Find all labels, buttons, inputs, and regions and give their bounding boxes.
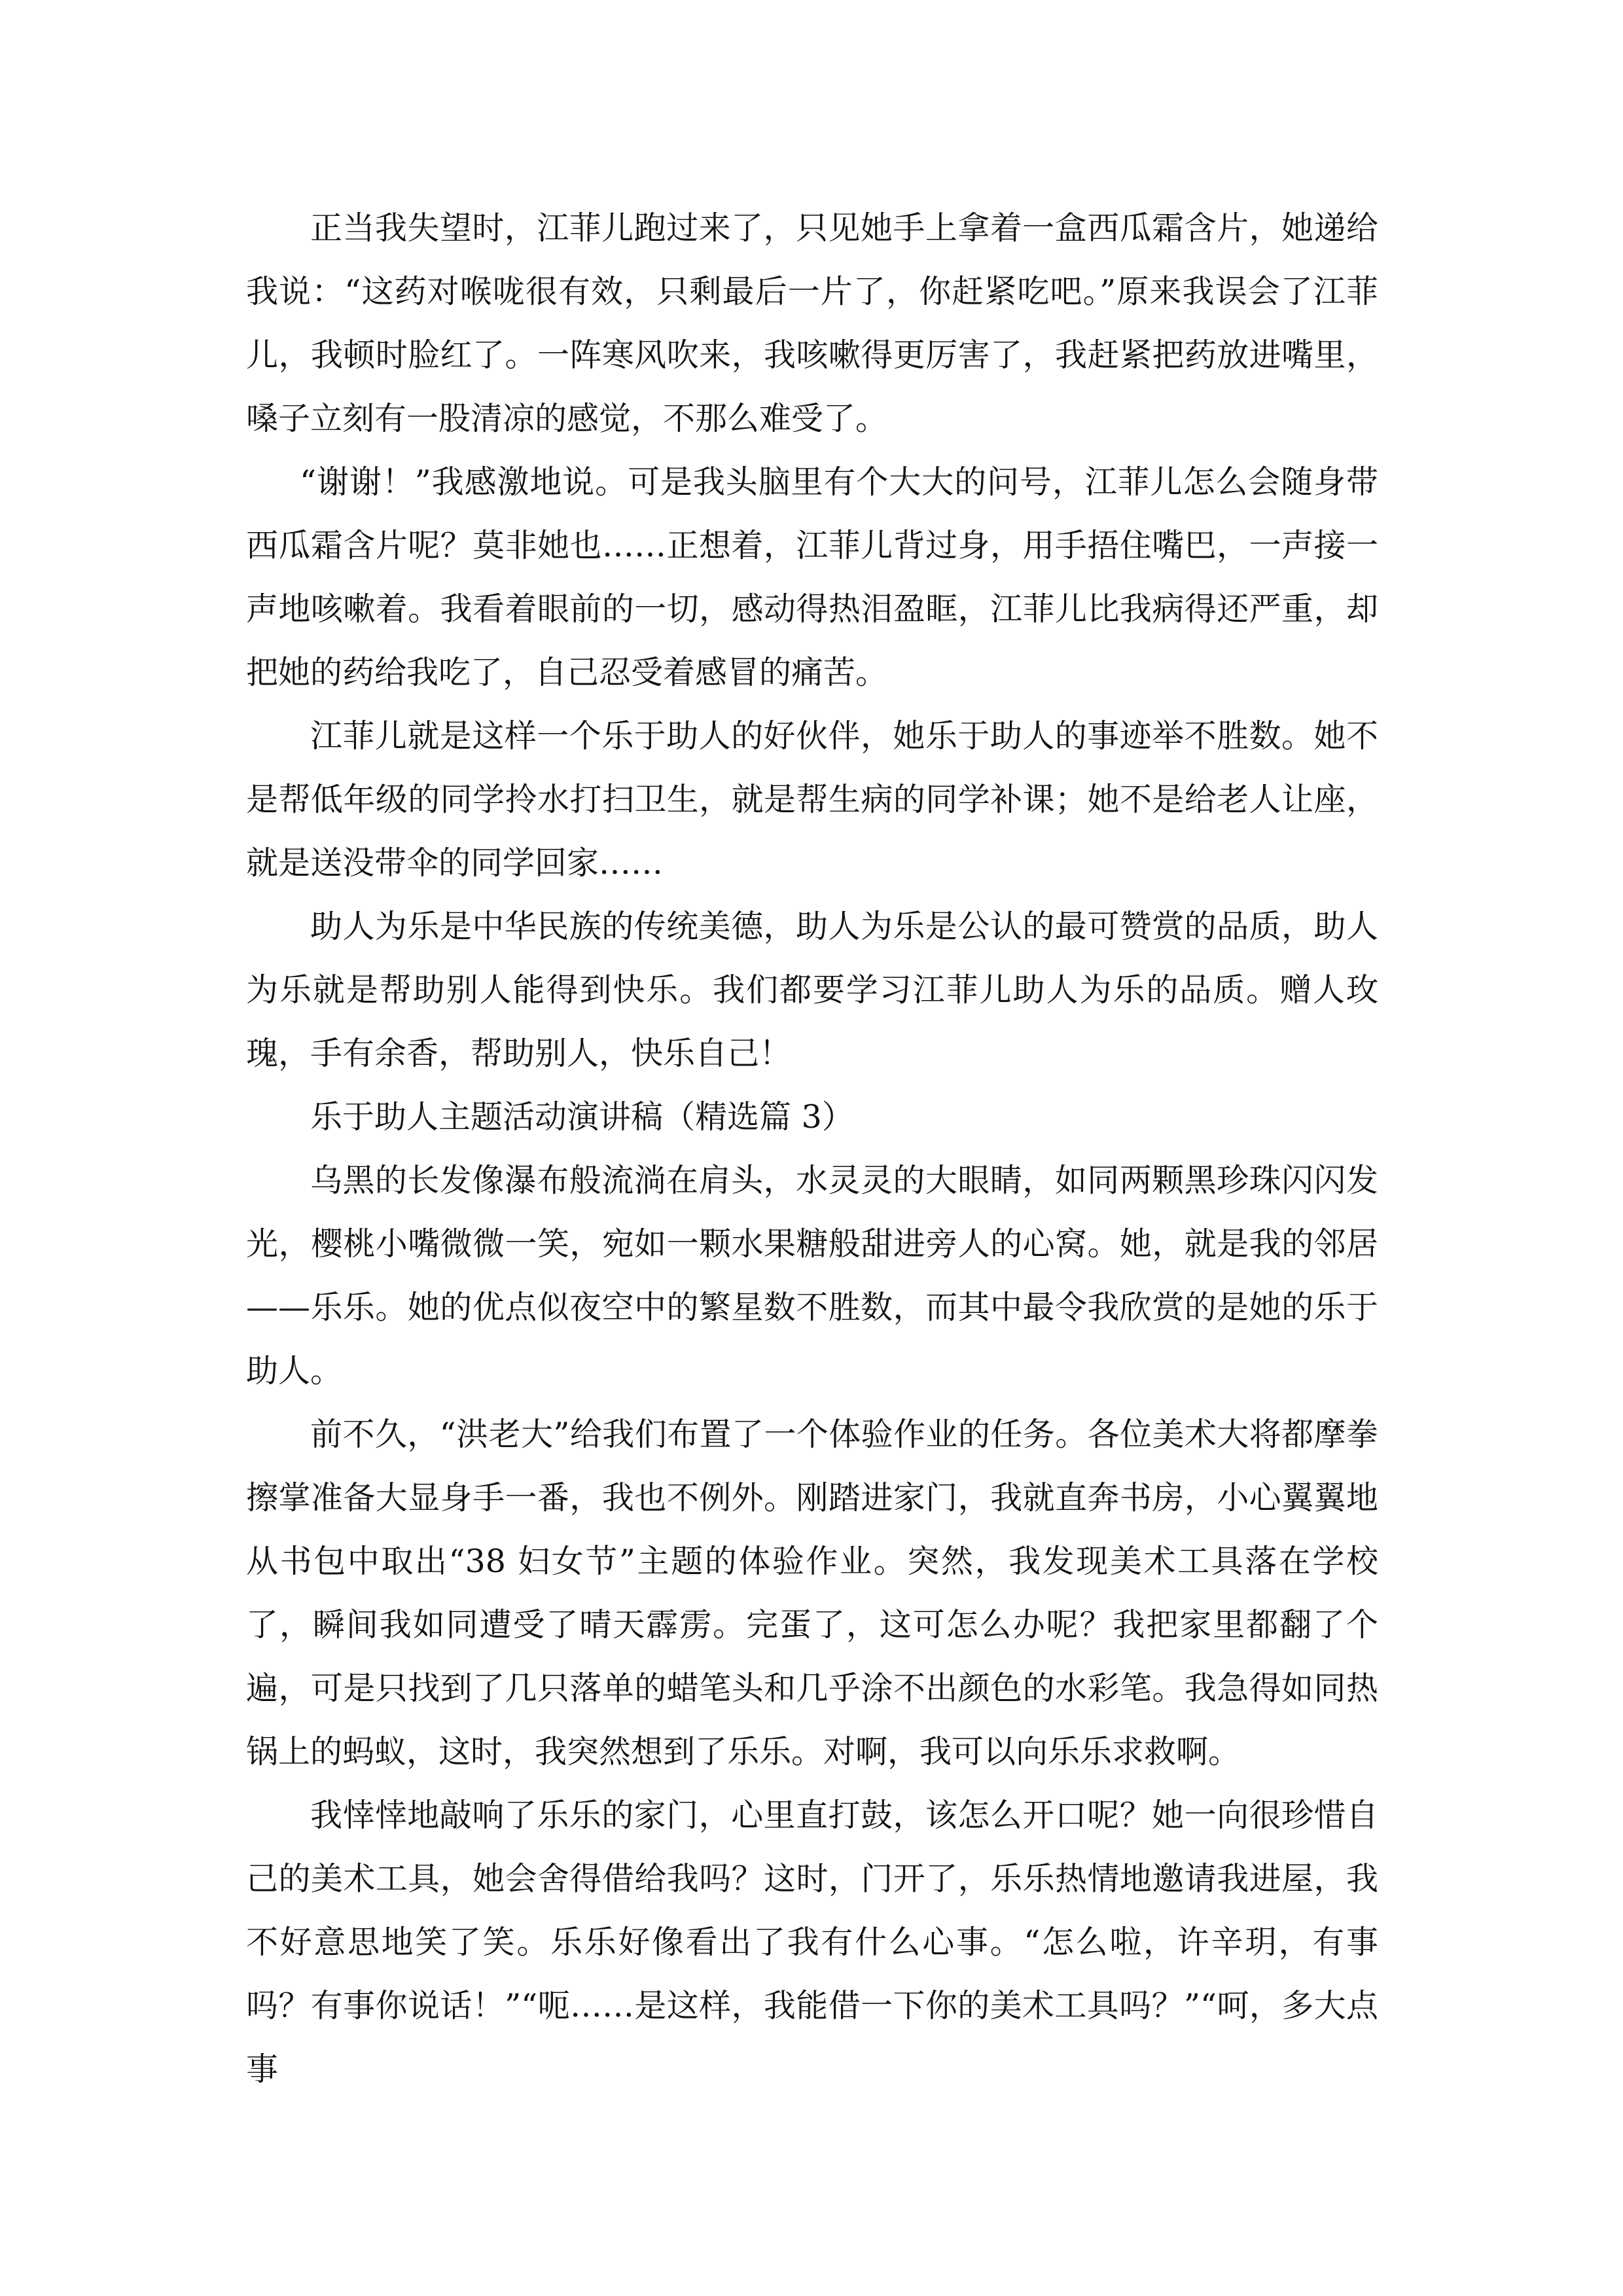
document-page [246, 196, 1378, 2101]
paragraph: 正当我失望时，江菲儿跑过来了，只见她手上拿着一盒西瓜霜含片，她递给我说：“这药对喉咙很有效，只剩最后一片了，你赶紧吃吧。”原来我误会了江菲儿，我顿时脸红了。一阵寒风吹来，我咳嗽得更厉害了，我赶紧把药放进嘴里，嗓子立刻有一股清凉的感觉，不那么难受了。 [246, 209, 1378, 437]
paragraph: 助人为乐是中华民族的传统美德，助人为乐是公认的最可赞赏的品质，助人为乐就是帮助别人能得到快乐。我们都要学习江菲儿助人为乐的品质。赠人玫瑰，手有余香，帮助别人，快乐自己！ [246, 908, 1378, 1072]
paragraph: “谢谢！”我感激地说。可是我头脑里有个大大的问号，江菲儿怎么会随身带西瓜霜含片呢？莫非她也……正想着，江菲儿背过身，用手捂住嘴巴，一声接一声地咳嗽着。我看着眼前的一切，感动得热泪盈眶，江菲儿比我病得还严重，却把她的药给我吃了，自己忍受着感冒的痛苦。 [246, 463, 1378, 691]
section-title: 乐于助人主题活动演讲稿（精选篇 3） [310, 1098, 854, 1136]
paragraph: 江菲儿就是这样一个乐于助人的好伙伴，她乐于助人的事迹举不胜数。她不是帮低年级的同学拎水打扫卫生，就是帮生病的同学补课；她不是给老人让座，就是送没带伞的同学回家…… [246, 717, 1378, 882]
paragraph: 我悻悻地敲响了乐乐的家门，心里直打鼓，该怎么开口呢？她一向很珍惜自己的美术工具，她会舍得借给我吗？这时，门开了，乐乐热情地邀请我进屋，我不好意思地笑了笑。乐乐好像看出了我有什么心事。“怎么啦，许辛玥，有事吗？有事你说话！”“呃……是这样，我能借一下你的美术工具吗？”“呵，多大点事 [246, 1797, 1378, 2088]
paragraph: 前不久，“洪老大”给我们布置了一个体验作业的任务。各位美术大将都摩拳擦掌准备大显身手一番，我也不例外。刚踏进家门，我就直奔书房，小心翼翼地从书包中取出“38 妇女节”主题的体验作业。突然，我发现美术工具落在学校了，瞬间我如同遭受了晴天霹雳。完蛋了，这可怎么办呢？我把家里都翻了个遍，可是只找到了几只落单的蜡笔头和几乎涂不出颜色的水彩笔。我急得如同热锅上的蚂蚁，这时，我突然想到了乐乐。对啊，我可以向乐乐求救啊。 [246, 1416, 1378, 1770]
paragraph: 乌黑的长发像瀑布般流淌在肩头，水灵灵的大眼睛，如同两颗黑珍珠闪闪发光，樱桃小嘴微微一笑，宛如一颗水果糖般甜进旁人的心窝。她，就是我的邻居——乐乐。她的优点似夜空中的繁星数不胜数，而其中最令我欣赏的是她的乐于助人。 [246, 1162, 1378, 1390]
